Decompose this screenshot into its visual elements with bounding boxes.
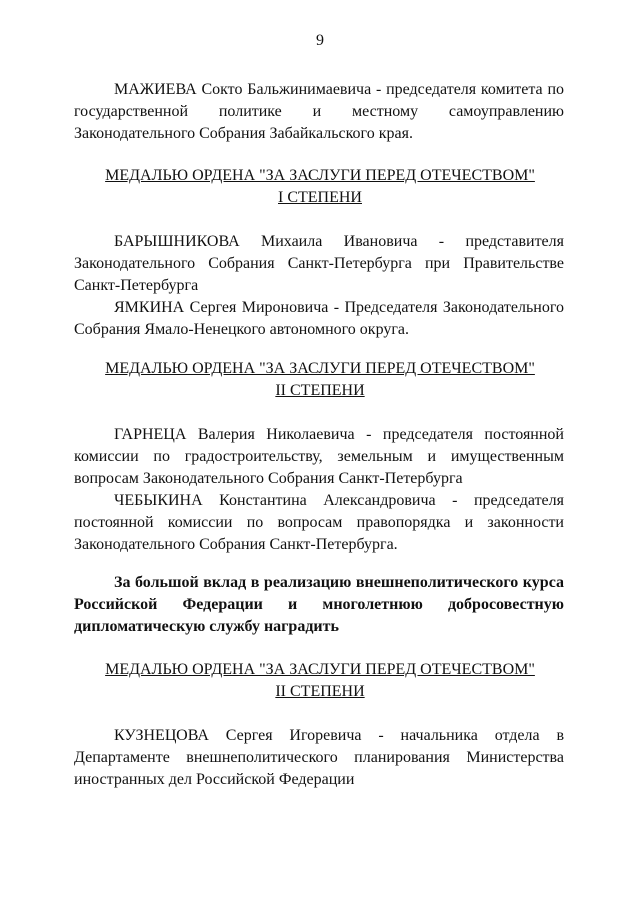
award-entry-yamkin: [74, 297, 564, 341]
medal-heading: МЕДАЛЬЮ ОРДЕНА "ЗА ЗАСЛУГИ ПЕРЕД ОТЕЧЕСТВОМ": [105, 167, 535, 184]
decree-text: За большой вклад в реализацию внешнеполитического курса Российской Федерации и многолетнюю добросовестную дипломатическую службу наградить: [74, 574, 564, 635]
award-entry-text: ГАРНЕЦА Валерия Николаевича - председателя постоянной комиссии по градостроительству, земельным и имущественным вопросам Законодательного Собрания Санкт-Петербурга: [74, 426, 564, 487]
award-entry-chebykin: [74, 490, 564, 556]
award-group-degree-1: [74, 231, 564, 341]
award-entry-kuznetsov: [74, 725, 564, 791]
award-entry-baryshnikov: [74, 231, 564, 297]
award-decree-statement: [74, 572, 564, 638]
award-entry-garnets: [74, 424, 564, 490]
medal-degree-heading: II СТЕПЕНИ: [275, 683, 365, 700]
medal-heading: МЕДАЛЬЮ ОРДЕНА "ЗА ЗАСЛУГИ ПЕРЕД ОТЕЧЕСТВОМ": [105, 360, 535, 377]
medal-degree-heading: II СТЕПЕНИ: [275, 382, 365, 399]
award-entry-text: ЧЕБЫКИНА Константина Александровича - председателя постоянной комиссии по вопросам правопорядка и законности Законодательного Собрания Санкт-Петербурга.: [74, 492, 564, 553]
page-number: 9: [316, 32, 324, 49]
award-entry-mazhieva: [74, 79, 564, 145]
award-entry-text: МАЖИЕВА Сокто Бальжинимаевича - председателя комитета по государственной политике и местному самоуправлению Законодательного Собрания Забайкальского края.: [74, 81, 564, 142]
award-entry-text: БАРЫШНИКОВА Михаила Ивановича - представителя Законодательного Собрания Санкт-Петербурга при Правительстве Санкт-Петербурга: [74, 233, 564, 294]
medal-degree-heading: I СТЕПЕНИ: [278, 189, 362, 206]
award-entry-text: КУЗНЕЦОВА Сергея Игоревича - начальника отдела в Департаменте внешнеполитического планирования Министерства иностранных дел Российской Федерации: [74, 727, 564, 788]
award-entry-text: ЯМКИНА Сергея Мироновича - Председателя Законодательного Собрания Ямало-Ненецкого автономного округа.: [74, 299, 564, 338]
award-group-degree-2: [74, 424, 564, 556]
medal-heading: МЕДАЛЬЮ ОРДЕНА "ЗА ЗАСЛУГИ ПЕРЕД ОТЕЧЕСТВОМ": [105, 661, 535, 678]
